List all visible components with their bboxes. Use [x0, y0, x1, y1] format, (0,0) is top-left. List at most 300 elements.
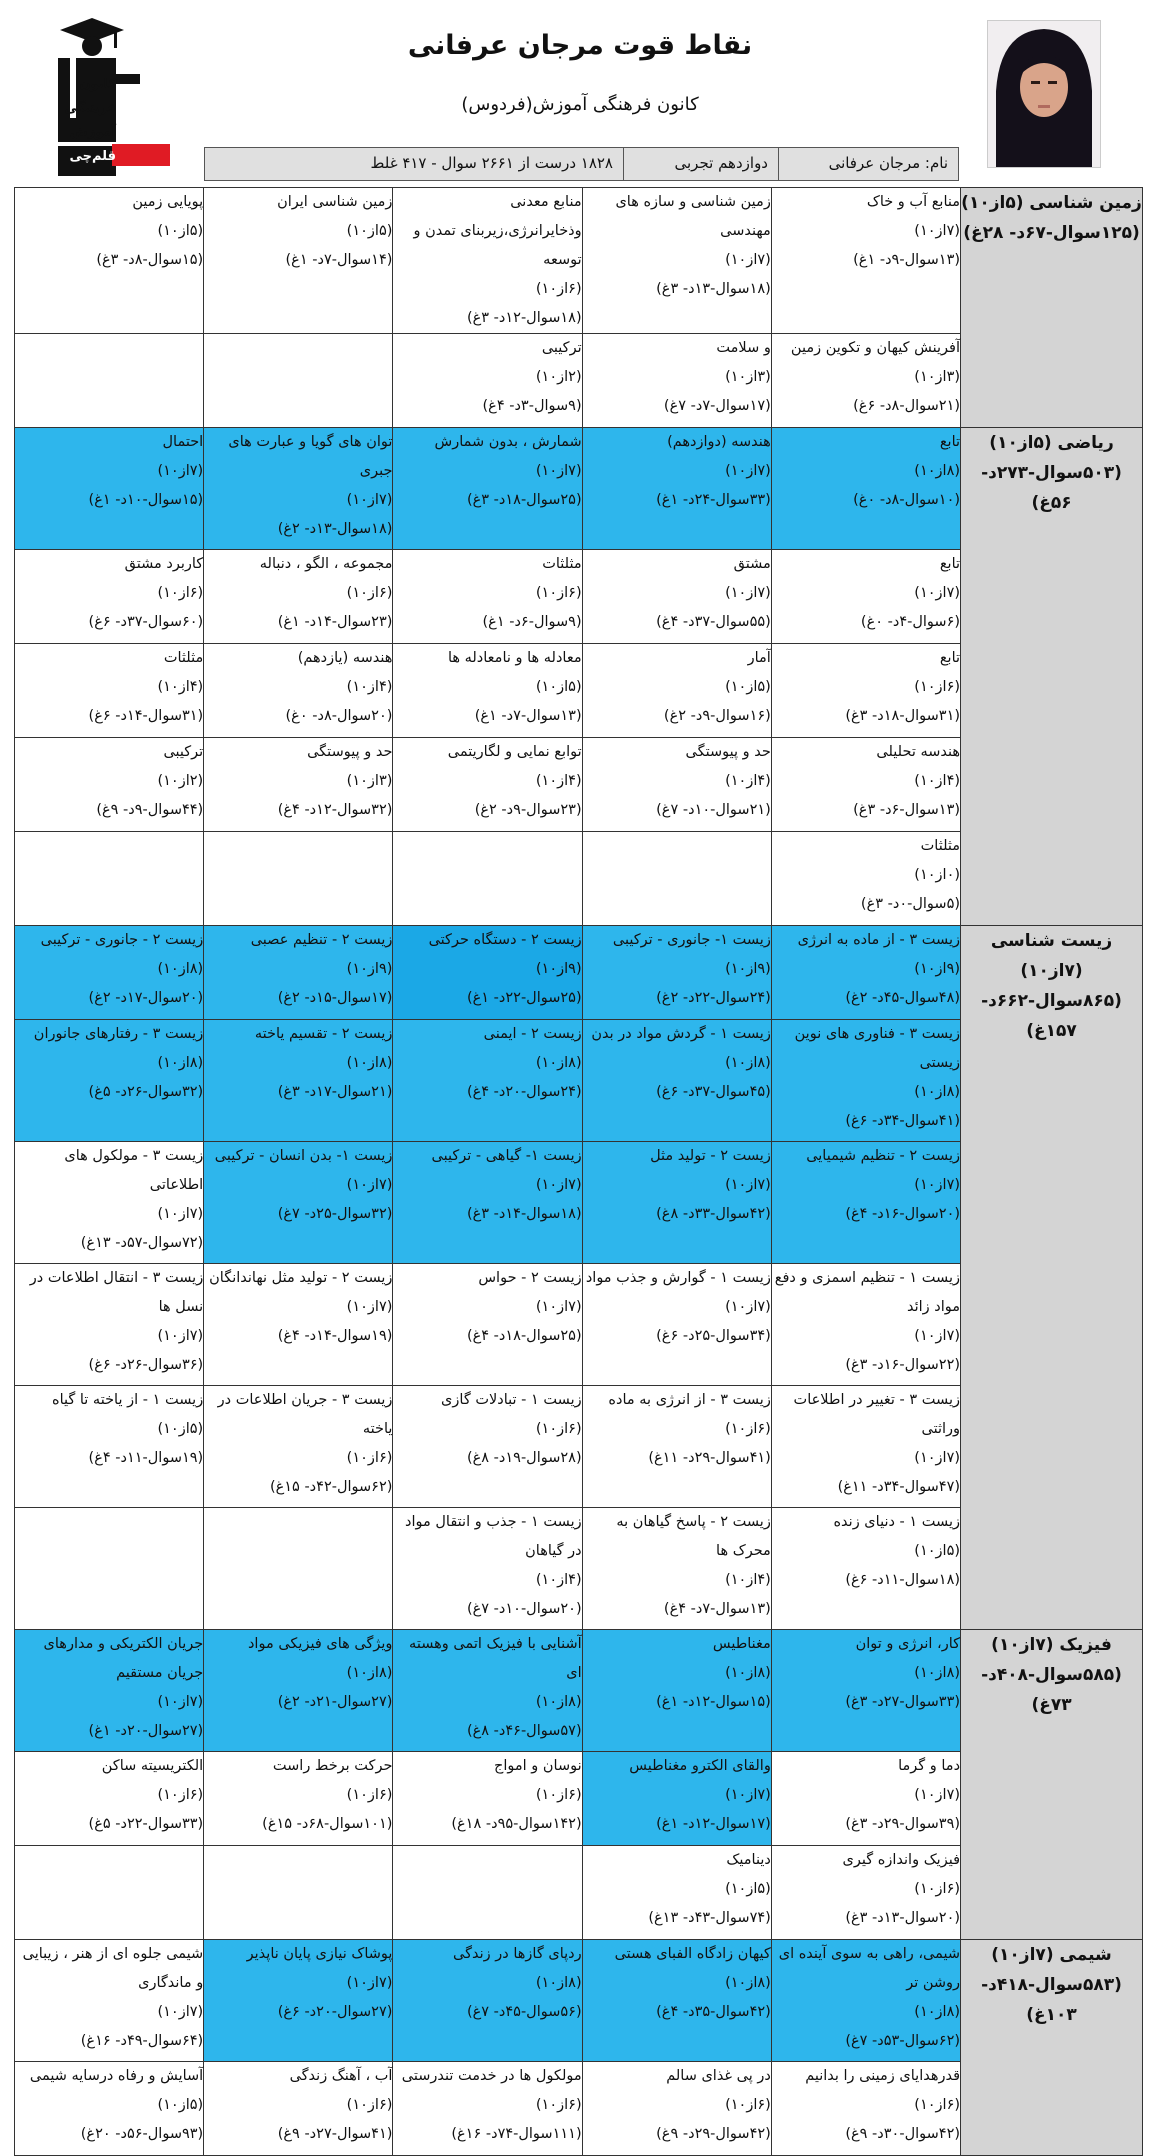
topic-name: منابع معدنی وذخایرانرژی،زیربنای تمدن و توسعه	[413, 194, 582, 268]
topic-stats: (۲۱سوال-۸د- ۶غ)	[853, 398, 961, 414]
topic-name: زیست ۱- بدن انسان - ترکیبی	[214, 1148, 393, 1164]
topic-name: مغناطیس	[712, 1636, 771, 1652]
student-major: دوازدهم تجربی	[623, 148, 778, 180]
topic-score: (۷از۱۰)	[725, 1787, 771, 1803]
topic-cell	[204, 1630, 393, 1752]
topic-cell	[582, 1508, 771, 1630]
student-info-bar	[204, 147, 959, 181]
topic-score: (۹از۱۰)	[725, 961, 771, 977]
topic-cell	[393, 1752, 582, 1846]
topic-score: (۳از۱۰)	[914, 369, 961, 385]
topic-name: شیمی جلوه ای از هنر ، زیبایی و ماندگاری	[22, 1946, 204, 1991]
topic-stats: (۱۷سوال-۷د- ۷غ)	[663, 398, 771, 414]
topic-name: تابع	[939, 556, 961, 572]
topic-stats: (۶۰سوال-۳۷د- ۶غ)	[88, 614, 204, 630]
topic-score: (۷از۱۰)	[157, 1328, 204, 1344]
subject-label-line: فیزیک (۷از۱۰)	[991, 1635, 1112, 1655]
topic-cell	[204, 1020, 393, 1142]
student-name: نام: مرجان عرفانی	[778, 148, 958, 180]
topic-name: زیست ۱ - گردش مواد در بدن	[591, 1026, 771, 1042]
topic-stats: (۲۳سوال-۱۴د- ۱غ)	[277, 614, 393, 630]
strengths-table	[14, 187, 1143, 2156]
topic-cell	[582, 926, 771, 1020]
topic-score: (۴از۱۰)	[725, 773, 771, 789]
topic-name: زیست ۱ - جذب و انتقال مواد در گیاهان	[405, 1514, 582, 1559]
subject-label	[961, 1940, 1143, 2156]
topic-cell	[15, 428, 204, 550]
topic-stats: (۱۶سوال-۹د- ۲غ)	[663, 708, 771, 724]
topic-name: هندسه (یازدهم)	[297, 650, 393, 666]
topic-name: شمارش ، بدون شمارش	[434, 434, 582, 450]
topic-stats: (۲۰سوال-۱۰د- ۷غ)	[466, 1601, 582, 1617]
topic-score: (۵از۱۰)	[725, 679, 771, 695]
topic-name: آفرینش کیهان و تکوین زمین	[790, 340, 961, 356]
topic-cell	[204, 1386, 393, 1508]
topic-name: زیست ۱ - تبادلات گازی	[441, 1392, 582, 1408]
topic-score: (۸از۱۰)	[725, 1055, 771, 1071]
topic-cell	[15, 1630, 204, 1752]
topic-stats: (۲۴سوال-۲۰د- ۴غ)	[466, 1084, 582, 1100]
topic-name: نوسان و امواج	[493, 1758, 582, 1774]
topic-stats: (۹۳سوال-۵۶د- ۲۰غ)	[80, 2126, 204, 2142]
topic-score: (۹از۱۰)	[914, 961, 961, 977]
topic-name: ردپای گازها در زندگی	[453, 1946, 582, 1962]
topic-score: (۸از۱۰)	[725, 1665, 771, 1681]
topic-name: حرکت برخط راست	[272, 1758, 393, 1774]
institute-name: کانون فرهنگی آموزش(فردوس)	[461, 94, 699, 115]
topic-cell	[393, 188, 582, 334]
topic-name: و سلامت	[716, 340, 771, 356]
topic-cell	[15, 2062, 204, 2156]
institute-logo	[52, 12, 172, 182]
topic-score: (۶از۱۰)	[535, 1787, 582, 1803]
topic-score: (۶از۱۰)	[346, 585, 393, 601]
topic-cell	[15, 550, 204, 644]
topic-name: زیست ۲ - تولید مثل	[650, 1148, 771, 1164]
topic-cell	[393, 1020, 582, 1142]
topic-score: (۷از۱۰)	[346, 1299, 393, 1315]
subject-row	[15, 926, 1143, 1020]
topic-score: (۶از۱۰)	[157, 1787, 204, 1803]
overall-stats: ۱۸۲۸ درست از ۲۶۶۱ سوال - ۴۱۷ غلط	[205, 148, 623, 180]
topic-cell	[771, 738, 960, 832]
topic-stats: (۵۶سوال-۴۵د- ۷غ)	[466, 2004, 582, 2020]
topic-stats: (۳۲سوال-۲۵د- ۷غ)	[277, 1206, 393, 1222]
topic-cell	[582, 1264, 771, 1386]
topic-name: زیست ۳ - تغییر در اطلاعات وراثتی	[793, 1392, 961, 1437]
topic-cell	[582, 1752, 771, 1846]
topic-stats: (۱۳سوال-۹د- ۱غ)	[853, 252, 961, 268]
topic-name: الکتریسیته ساکن	[101, 1758, 204, 1774]
topic-score: (۷از۱۰)	[725, 1177, 771, 1193]
topic-cell	[771, 926, 960, 1020]
topic-stats: (۴۲سوال-۳۰د- ۹غ)	[845, 2126, 961, 2142]
subject-label	[961, 428, 1143, 926]
topic-score: (۰از۱۰)	[914, 867, 961, 883]
topic-stats: (۵۷سوال-۴۶د- ۸غ)	[466, 1723, 582, 1739]
topic-score: (۷از۱۰)	[535, 1299, 582, 1315]
topic-stats: (۴۸سوال-۴۵د- ۲غ)	[845, 990, 961, 1006]
topic-cell	[204, 428, 393, 550]
topic-score: (۲از۱۰)	[157, 773, 204, 789]
topic-score: (۶از۱۰)	[914, 1881, 961, 1897]
topic-score: (۷از۱۰)	[914, 585, 961, 601]
topic-name: مثلثات	[920, 838, 961, 854]
topic-stats: (۲۷سوال-۲۰د- ۱غ)	[88, 1723, 204, 1739]
topic-stats: (۹سوال-۶د- ۱غ)	[482, 614, 582, 630]
topic-cell	[204, 2062, 393, 2156]
subject-row	[15, 1940, 1143, 2062]
topic-name: حد و پیوستگی	[307, 744, 393, 760]
topic-score: (۴از۱۰)	[346, 679, 393, 695]
topic-cell	[771, 428, 960, 550]
empty-cell	[15, 1508, 204, 1630]
topic-score: (۹از۱۰)	[346, 961, 393, 977]
topic-cell	[393, 644, 582, 738]
topic-stats: (۱۹سوال-۱۴د- ۴غ)	[277, 1328, 393, 1344]
topic-name: زیست ۲ - تنظیم شیمیایی	[806, 1148, 961, 1164]
logo-word-2: فرهنگی	[64, 101, 116, 116]
topic-name: زیست ۲ - تولید مثل نهاندانگان	[209, 1270, 393, 1286]
topic-name: ترکیبی	[541, 340, 582, 356]
subject-label-line: زیست شناسی (۷از۱۰)	[990, 931, 1113, 981]
topic-cell	[582, 1020, 771, 1142]
topic-stats: (۷۴سوال-۴۳د- ۱۳غ)	[648, 1910, 771, 1926]
topic-stats: (۶۲سوال-۴۲د- ۱۵غ)	[269, 1479, 393, 1495]
empty-cell	[15, 832, 204, 926]
topic-cell	[204, 926, 393, 1020]
topic-name: دما و گرما	[898, 1758, 961, 1774]
topic-cell	[393, 428, 582, 550]
topic-score: (۵از۱۰)	[725, 1881, 771, 1897]
topic-score: (۸از۱۰)	[914, 463, 961, 479]
topic-stats: (۱۳سوال-۷د- ۱غ)	[474, 708, 582, 724]
topic-name: زیست ۲ - حواس	[478, 1270, 582, 1286]
topic-cell	[393, 1264, 582, 1386]
topic-score: (۷از۱۰)	[725, 1299, 771, 1315]
topic-score: (۵از۱۰)	[157, 2097, 204, 2113]
topic-name: زیست ۲ - پاسخ گیاهان به محرک ها	[616, 1514, 771, 1559]
topic-stats: (۱۹سوال-۱۱د- ۴غ)	[88, 1450, 204, 1466]
report-header	[0, 0, 1150, 185]
topic-stats: (۴۱سوال-۲۷د- ۹غ)	[277, 2126, 393, 2142]
empty-cell	[15, 334, 204, 428]
topic-score: (۵از۱۰)	[157, 223, 204, 239]
topic-stats: (۳۲سوال-۱۲د- ۴غ)	[277, 802, 393, 818]
topic-cell	[582, 550, 771, 644]
topic-stats: (۲۲سوال-۱۶د- ۳غ)	[845, 1357, 961, 1373]
topic-cell	[771, 334, 960, 428]
empty-cell	[15, 1846, 204, 1940]
topic-stats: (۴۱سوال-۲۹د- ۱۱غ)	[648, 1450, 771, 1466]
topic-cell	[393, 1142, 582, 1264]
topic-name: ترکیبی	[163, 744, 204, 760]
topic-score: (۳از۱۰)	[725, 369, 771, 385]
topic-score: (۵از۱۰)	[157, 1421, 204, 1437]
topic-name: مجموعه ، الگو ، دنباله	[259, 556, 393, 572]
topic-cell	[15, 1752, 204, 1846]
student-photo	[987, 20, 1101, 168]
topic-cell	[771, 188, 960, 334]
topic-score: (۵از۱۰)	[346, 223, 393, 239]
topic-score: (۶از۱۰)	[725, 1421, 771, 1437]
topic-cell	[15, 644, 204, 738]
topic-name: زیست ۱ - از یاخته تا گیاه	[51, 1392, 204, 1408]
topic-cell	[582, 188, 771, 334]
topic-name: هندسه (دوازدهم)	[667, 434, 771, 450]
topic-cell	[771, 1508, 960, 1630]
topic-cell	[393, 1630, 582, 1752]
topic-stats: (۶۴سوال-۴۹د- ۱۶غ)	[80, 2033, 204, 2049]
topic-score: (۶از۱۰)	[535, 281, 582, 297]
student-portrait-icon	[988, 21, 1100, 167]
topic-stats: (۴۵سوال-۳۷د- ۶غ)	[656, 1084, 771, 1100]
topic-name: معادله ها و نامعادله ها	[447, 650, 582, 666]
topic-cell	[771, 1020, 960, 1142]
topic-name: پوشاک نیازی پایان ناپذیر	[246, 1946, 393, 1962]
topic-name: کاربرد مشتق	[124, 556, 204, 572]
topic-score: (۴از۱۰)	[725, 1572, 771, 1588]
topic-stats: (۳۳سوال-۲۴د- ۱غ)	[656, 492, 771, 508]
topic-name: شیمی، راهی به سوی آینده ای روشن تر	[778, 1946, 961, 1991]
topic-cell	[582, 428, 771, 550]
topic-score: (۷از۱۰)	[346, 492, 393, 508]
topic-stats: (۱۸سوال-۱۳د- ۲غ)	[277, 521, 393, 537]
topic-stats: (۴۲سوال-۳۵د- ۴غ)	[656, 2004, 771, 2020]
topic-stats: (۳۲سوال-۲۶د- ۵غ)	[88, 1084, 204, 1100]
subject-label-line: ۷۳غ)	[1031, 1695, 1072, 1715]
topic-name: زیست ۳ - رفتارهای جانوران	[33, 1026, 204, 1042]
topic-cell	[771, 2062, 960, 2156]
topic-score: (۸از۱۰)	[346, 1055, 393, 1071]
topic-stats: (۱۳سوال-۷د- ۴غ)	[663, 1601, 771, 1617]
topic-name: آب ، آهنگ زندگی	[289, 2068, 393, 2084]
topic-cell	[771, 1630, 960, 1752]
topic-stats: (۲۱سوال-۱۰د- ۷غ)	[656, 802, 771, 818]
topic-score: (۷از۱۰)	[914, 1177, 961, 1193]
topic-score: (۷از۱۰)	[725, 585, 771, 601]
topic-score: (۷از۱۰)	[157, 1694, 204, 1710]
topic-cell	[15, 1264, 204, 1386]
topic-name: کیهان زادگاه الفبای هستی	[614, 1946, 771, 1962]
empty-cell	[393, 832, 582, 926]
topic-stats: (۲۷سوال-۲۱د- ۲غ)	[277, 1694, 393, 1710]
topic-stats: (۴۷سوال-۳۴د- ۱۱غ)	[837, 1479, 961, 1495]
topic-name: مولکول ها در خدمت تندرستی	[401, 2068, 582, 2084]
logo-word-1: کانون	[79, 77, 116, 92]
topic-stats: (۲۸سوال-۱۹د- ۸غ)	[466, 1450, 582, 1466]
topic-score: (۷از۱۰)	[725, 463, 771, 479]
topic-cell	[582, 1846, 771, 1940]
topic-stats: (۳۴سوال-۲۵د- ۶غ)	[656, 1328, 771, 1344]
topic-stats: (۱۰سوال-۸د- ۰غ)	[853, 492, 961, 508]
subject-label-line: ریاضی (۵از۱۰)	[989, 433, 1114, 453]
subject-row	[15, 428, 1143, 550]
topic-name: پویایی زمین	[132, 194, 204, 210]
subject-label-line: (۸۶۵سوال-۶۶۲د-	[981, 991, 1122, 1011]
topic-name: زیست ۳ - مولکول های اطلاعاتی	[64, 1148, 204, 1193]
topic-score: (۶از۱۰)	[346, 2097, 393, 2113]
topic-stats: (۱۷سوال-۱۲د- ۱غ)	[656, 1816, 771, 1832]
topic-name: زیست ۱- جانوری - ترکیبی	[612, 932, 771, 948]
topic-cell	[15, 1020, 204, 1142]
topic-score: (۸از۱۰)	[914, 1084, 961, 1100]
topic-stats: (۵سوال-۰د- ۳غ)	[860, 896, 961, 912]
subject-label-line: (۱۲۵سوال-۶۷د- ۲۸غ)	[963, 223, 1140, 243]
topic-score: (۸از۱۰)	[914, 2004, 961, 2020]
topic-cell	[582, 644, 771, 738]
topic-name: زیست ۲ - تقسیم یاخته	[254, 1026, 393, 1042]
topic-name: جریان الکتریکی و مدارهای جریان مستقیم	[43, 1636, 204, 1681]
topic-cell	[204, 644, 393, 738]
topic-stats: (۱۷سوال-۱۵د- ۲غ)	[277, 990, 393, 1006]
topic-cell	[15, 926, 204, 1020]
subject-row	[15, 188, 1143, 334]
logo-word-3: آموزش	[69, 125, 116, 140]
topic-stats: (۱۴۲سوال-۹۵د- ۱۸غ)	[451, 1816, 582, 1832]
topic-name: زیست ۱- گیاهی - ترکیبی	[431, 1148, 582, 1164]
topic-cell	[771, 644, 960, 738]
topic-stats: (۱۵سوال-۱۲د- ۱غ)	[656, 1694, 771, 1710]
topic-stats: (۱۸سوال-۱۴د- ۳غ)	[466, 1206, 582, 1222]
topic-score: (۸از۱۰)	[157, 961, 204, 977]
topic-score: (۵از۱۰)	[535, 679, 582, 695]
topic-stats: (۵۵سوال-۳۷د- ۴غ)	[656, 614, 771, 630]
subject-label-line: ۱۵۷غ)	[1026, 1021, 1077, 1041]
topic-cell	[582, 2062, 771, 2156]
topic-stats: (۳۱سوال-۱۸د- ۳غ)	[845, 708, 961, 724]
topic-cell	[15, 1386, 204, 1508]
topic-name: تابع	[939, 434, 961, 450]
topic-stats: (۱۴سوال-۷د- ۱غ)	[285, 252, 393, 268]
topic-cell	[771, 832, 960, 926]
topic-cell	[15, 188, 204, 334]
topic-name: توان های گویا و عبارت های جبری	[228, 434, 393, 479]
topic-score: (۶از۱۰)	[535, 2097, 582, 2113]
topic-name: آمار	[747, 650, 771, 666]
topic-name: احتمال	[162, 434, 204, 450]
topic-stats: (۹سوال-۳د- ۴غ)	[482, 398, 582, 414]
topic-cell	[15, 738, 204, 832]
subject-label-line: ۱۰۳غ)	[1026, 2005, 1077, 2025]
topic-cell	[582, 1386, 771, 1508]
topic-score: (۲از۱۰)	[535, 369, 582, 385]
topic-score: (۶از۱۰)	[346, 1450, 393, 1466]
topic-cell	[582, 738, 771, 832]
subject-label-line: شیمی (۷از۱۰)	[991, 1945, 1112, 1965]
topic-name: زیست ۲ - تنظیم عصبی	[250, 932, 393, 948]
topic-name: حد و پیوستگی	[685, 744, 771, 760]
topic-stats: (۱۳سوال-۶د- ۳غ)	[853, 802, 961, 818]
topic-cell	[582, 1630, 771, 1752]
topic-stats: (۱۸سوال-۱۱د- ۶غ)	[845, 1572, 961, 1588]
topic-cell	[771, 550, 960, 644]
topic-cell	[15, 1142, 204, 1264]
topic-score: (۸از۱۰)	[725, 1975, 771, 1991]
topic-stats: (۲۰سوال-۱۷د- ۲غ)	[88, 990, 204, 1006]
topic-name: زیست ۱ - تنظیم اسمزی و دفع مواد زائد	[774, 1270, 961, 1315]
topic-name: زیست ۲ - جانوری - ترکیبی	[40, 932, 204, 948]
topic-score: (۶از۱۰)	[535, 585, 582, 601]
topic-name: آشنایی با فیزیک اتمی وهسته ای	[409, 1636, 582, 1681]
subject-label-line: (۵۸۳سوال-۴۱۸د-	[981, 1975, 1122, 1995]
topic-name: در پی غذای سالم	[666, 2068, 771, 2084]
topic-name: فیزیک واندازه گیری	[842, 1852, 961, 1868]
topic-score: (۶از۱۰)	[914, 679, 961, 695]
topic-stats: (۴۲سوال-۲۹د- ۹غ)	[656, 2126, 771, 2142]
topic-name: قدرهدایای زمینی را بدانیم	[805, 2068, 961, 2084]
topic-score: (۴از۱۰)	[914, 773, 961, 789]
graduate-logo-icon	[52, 12, 172, 182]
topic-cell	[204, 1264, 393, 1386]
topic-name: آسایش و رفاه درسایه شیمی	[29, 2068, 204, 2084]
subject-row	[15, 1630, 1143, 1752]
subject-label	[961, 188, 1143, 428]
topic-score: (۸از۱۰)	[535, 1975, 582, 1991]
topic-stats: (۳۳سوال-۲۷د- ۳غ)	[845, 1694, 961, 1710]
topic-cell	[582, 334, 771, 428]
topic-stats: (۳۹سوال-۲۹د- ۳غ)	[845, 1816, 961, 1832]
logo-word-4: قلم‌چی	[69, 149, 116, 164]
subject-label-line: (۵۰۳سوال-۲۷۳د-	[981, 463, 1122, 483]
topic-score: (۴از۱۰)	[535, 1572, 582, 1588]
topic-score: (۷از۱۰)	[535, 1177, 582, 1193]
topic-score: (۶از۱۰)	[535, 1421, 582, 1437]
topic-stats: (۶۲سوال-۵۳د- ۷غ)	[845, 2033, 961, 2049]
topic-name: دینامیک	[726, 1852, 771, 1868]
topic-score: (۷از۱۰)	[914, 223, 961, 239]
topic-cell	[15, 1940, 204, 2062]
topic-stats: (۲۵سوال-۱۸د- ۴غ)	[466, 1328, 582, 1344]
topic-score: (۸از۱۰)	[346, 1665, 393, 1681]
topic-cell	[393, 1940, 582, 2062]
topic-score: (۷از۱۰)	[346, 1975, 393, 1991]
topic-name: مثلثات	[542, 556, 582, 572]
topic-name: زیست ۱ - گوارش و جذب مواد	[585, 1270, 771, 1286]
topic-score: (۶از۱۰)	[914, 2097, 961, 2113]
topic-name: منابع آب و خاک	[866, 194, 961, 210]
topic-cell	[204, 188, 393, 334]
topic-stats: (۲۵سوال-۱۸د- ۳غ)	[466, 492, 582, 508]
topic-score: (۵از۱۰)	[914, 1543, 961, 1559]
topic-name: والقای الکترو مغناطیس	[629, 1758, 771, 1774]
topic-cell	[393, 1508, 582, 1630]
topic-cell	[393, 550, 582, 644]
subject-label	[961, 1630, 1143, 1940]
topic-score: (۷از۱۰)	[914, 1787, 961, 1803]
empty-cell	[204, 1508, 393, 1630]
topic-stats: (۶سوال-۴د- ۰غ)	[860, 614, 961, 630]
topic-cell	[393, 2062, 582, 2156]
topic-score: (۴از۱۰)	[157, 679, 204, 695]
topic-score: (۴از۱۰)	[535, 773, 582, 789]
topic-cell	[204, 550, 393, 644]
topic-cell	[582, 1142, 771, 1264]
topic-score: (۷از۱۰)	[914, 1328, 961, 1344]
topic-name: زمین شناسی ایران	[277, 194, 393, 210]
topic-cell	[771, 1264, 960, 1386]
topic-stats: (۱۵سوال-۱۰د- ۱غ)	[88, 492, 204, 508]
topic-score: (۶از۱۰)	[725, 2097, 771, 2113]
topic-name: هندسه تحلیلی	[876, 744, 961, 760]
empty-cell	[393, 1846, 582, 1940]
topic-name: ویژگی های فیزیکی مواد	[247, 1636, 393, 1652]
topic-stats: (۲۴سوال-۲۲د- ۲غ)	[656, 990, 771, 1006]
topic-score: (۷از۱۰)	[346, 1177, 393, 1193]
topic-cell	[393, 926, 582, 1020]
topic-score: (۷از۱۰)	[157, 1206, 204, 1222]
topic-score: (۶از۱۰)	[346, 1787, 393, 1803]
